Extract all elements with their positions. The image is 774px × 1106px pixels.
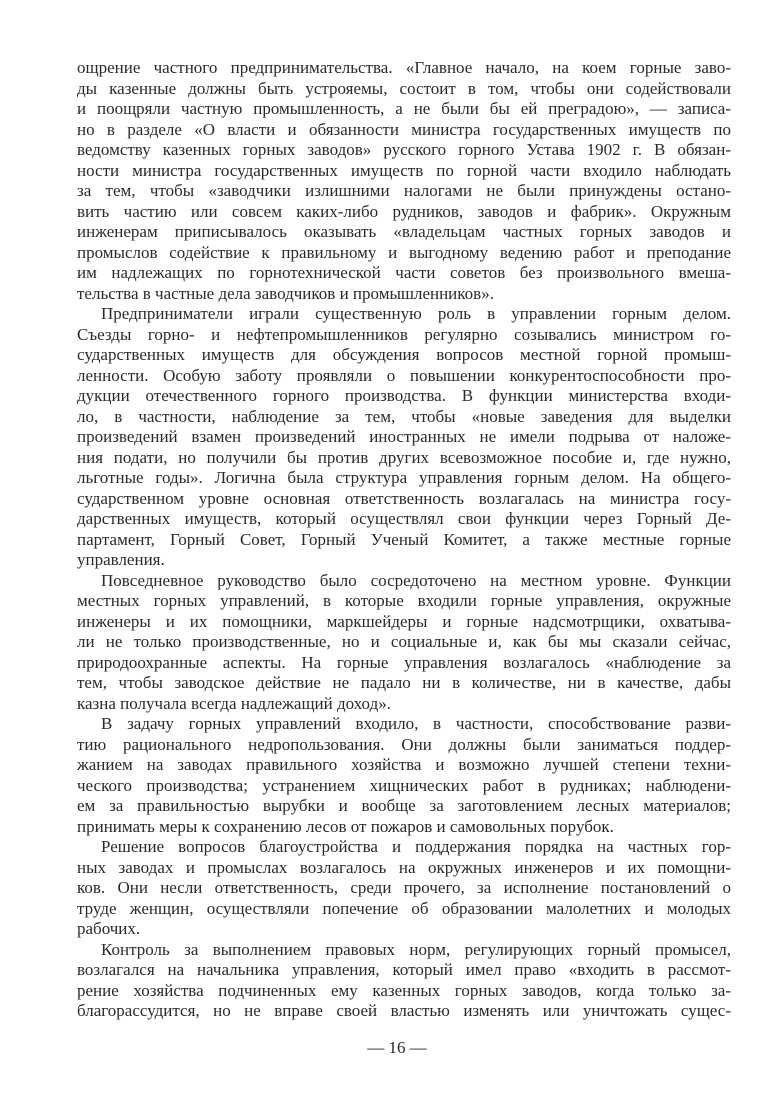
paragraph xyxy=(77,714,731,837)
text-line: Съезды горно- и нефтепромышленников регулярно созывались министром го- xyxy=(77,324,731,344)
text-line: ных заводах и промыслах возлагалось на окружных инженеров и их помощни- xyxy=(77,857,731,877)
text-line: дарственных имуществ, который осуществлял свои функции через Горный Де- xyxy=(77,509,731,528)
text-line: рабочих. xyxy=(77,919,141,938)
text-line: Повседневное руководство было сосредоточено на местном уровне. Функции xyxy=(101,570,731,590)
paragraph xyxy=(77,58,731,304)
paragraph xyxy=(77,304,731,571)
text-line: тию рационального недропользования. Они должны были заниматься поддер- xyxy=(77,734,731,754)
paragraph xyxy=(77,940,731,1022)
text-line: сударственном уровне основная ответственность возлагалась на министра госу- xyxy=(77,488,731,508)
text-line: инженеры и их помощники, маркшейдеры и горные надсмотрщики, охватыва- xyxy=(77,611,731,631)
text-line: произведений взамен произведений иностранных не имели подрыва от наложе- xyxy=(77,427,731,446)
text-line: партамент, Горный Совет, Горный Ученый Комитет, а также местные горные xyxy=(77,529,731,549)
page-number: — 16 — xyxy=(367,1038,427,1057)
text-line: им надлежащих по горнотехнической части советов без произвольного вмеша- xyxy=(77,263,731,282)
text-line: казна получала всегда надлежащий доход». xyxy=(77,693,391,713)
text-line: промыслов содействие к правильному и выгодному ведению работ и преподание xyxy=(77,242,731,262)
text-line: ем за правильностью вырубки и вообще за заготовлением лесных материалов; xyxy=(77,796,731,815)
text-line: ощрение частного предпринимательства. «Главное начало, на коем горные заво- xyxy=(77,58,731,77)
paragraph xyxy=(77,837,731,940)
text-line: ческого производства; устранением хищнических работ в рудниках; наблюдени- xyxy=(77,775,731,795)
text-line: управления. xyxy=(77,550,165,569)
text-line: ли не только производственные, но и социальные и, как бы мы сказали сейчас, xyxy=(77,632,731,651)
text-line: Решение вопросов благоустройства и поддержания порядка на частных гор- xyxy=(101,837,731,856)
text-line: ды казенные должны быть устрояемы, состоит в том, чтобы они содействовали xyxy=(77,78,731,98)
text-line: ло, в частности, наблюдение за тем, чтобы «новые заведения для выделки xyxy=(77,406,731,426)
text-line: природоохранные аспекты. На горные управления возлагалось «наблюдение за xyxy=(77,652,731,672)
text-line: ков. Они несли ответственность, среди прочего, за исполнение постановлений о xyxy=(77,878,731,897)
text-line: рение хозяйства подчиненных ему казенных горных заводов, когда только за- xyxy=(77,980,731,1000)
text-line: Контроль за выполнением правовых норм, регулирующих горный промысел, xyxy=(101,939,731,959)
text-line: и поощряли частную промышленность, а не были бы ей преградою», — записа- xyxy=(77,99,731,118)
text-line: ния подати, но получили бы против других всевозможное пособие и, где нужно, xyxy=(77,447,731,467)
text-line: но в разделе «О власти и обязанности министра государственных имуществ по xyxy=(77,119,731,139)
text-line: местных горных управлений, в которые входили горные управления, окружные xyxy=(77,591,731,610)
text-line: дукции отечественного горного производства. В функции министерства входи- xyxy=(77,386,731,405)
text-line: сударственных имуществ для обсуждения вопросов местной горной промыш- xyxy=(77,345,731,364)
text-line: ности министра государственных имуществ по горной части входило наблюдать xyxy=(77,160,731,180)
text-line: за тем, чтобы «заводчики излишними налогами не были принуждены остано- xyxy=(77,181,731,200)
text-line: инженерам приписывалось оказывать «владельцам частных горных заводов и xyxy=(77,222,731,241)
text-line: В задачу горных управлений входило, в частности, способствование разви- xyxy=(101,714,731,733)
text-line: ленности. Особую заботу проявляли о повышении конкурентоспособности про- xyxy=(77,365,731,385)
text-line: ведомству казенных горных заводов» русского горного Устава 1902 г. В обязан- xyxy=(77,140,731,159)
text-line: благорассудится, но не вправе своей властью изменять или уничтожать сущес- xyxy=(77,1001,731,1020)
paragraph xyxy=(77,571,731,715)
document-body xyxy=(77,58,731,1022)
text-line: тем, чтобы заводское действие не падало ни в количестве, ни в качестве, дабы xyxy=(77,673,731,692)
text-line: льготные годы». Логична была структура управления горным делом. На общего- xyxy=(77,468,731,487)
text-line: тельства в частные дела заводчиков и промышленников». xyxy=(77,283,494,303)
text-line: возлагался на начальника управления, который имел право «входить в рассмот- xyxy=(77,960,731,979)
text-line: труде женщин, осуществляли попечение об образовании малолетних и молодых xyxy=(77,898,731,918)
text-line: вить частию или совсем каких-либо рудников, заводов и фабрик». Окружным xyxy=(77,201,731,221)
text-line: принимать меры к сохранению лесов от пожаров и самовольных порубок. xyxy=(77,816,614,836)
text-line: Предприниматели играли существенную роль в управлении горным делом. xyxy=(101,304,731,323)
text-line: жанием на заводах правильного хозяйства и возможно лучшей степени техни- xyxy=(77,755,731,774)
